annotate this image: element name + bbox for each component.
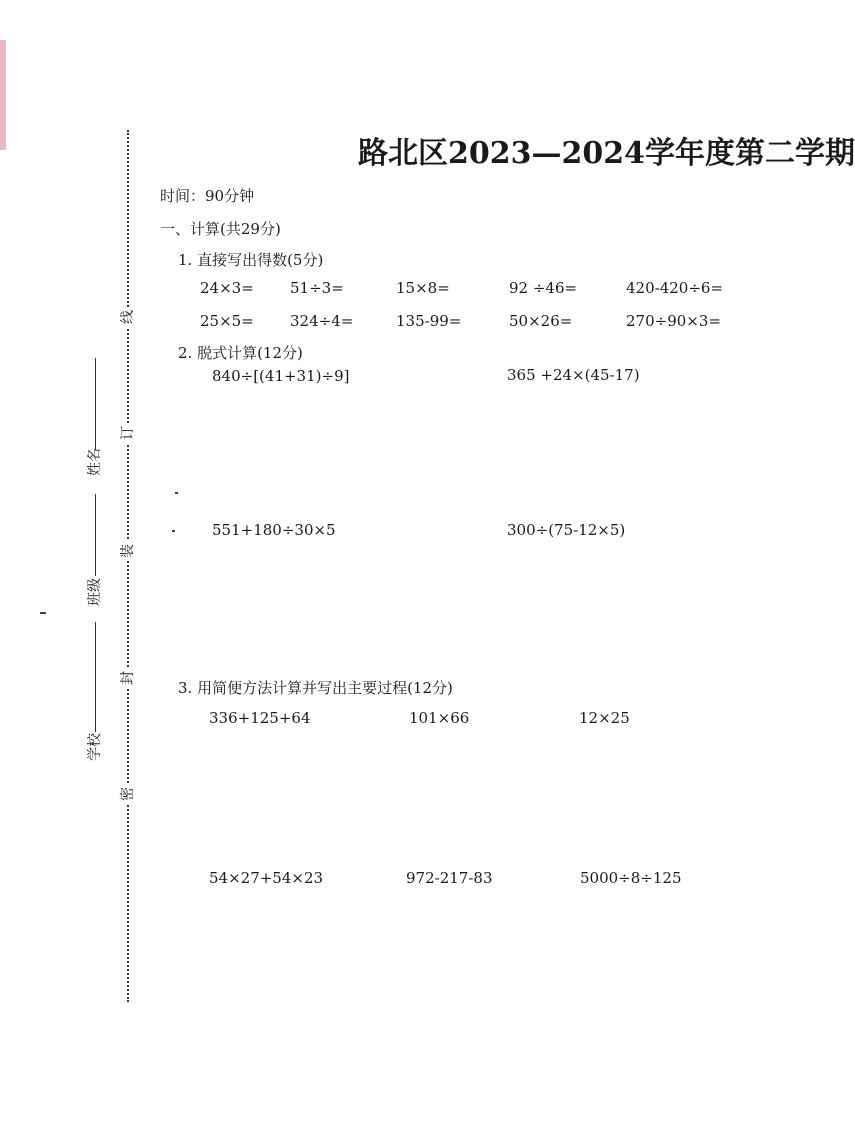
exam-time: 时间：90分钟	[160, 187, 255, 205]
binding-char-zhuang: 装	[117, 541, 139, 561]
q3-item: 336+125+64	[209, 709, 311, 727]
q2-item: 840÷[(41+31)÷9]	[212, 367, 350, 385]
q2-item: 551+180÷30×5	[212, 521, 336, 539]
binding-char-ding: 订	[117, 423, 139, 443]
q1-item: 324÷4=	[290, 312, 354, 330]
binding-char-feng: 封	[117, 668, 139, 688]
q3-title: 3. 用简便方法计算并写出主要过程(12分)	[178, 679, 453, 697]
q1-item: 420-420÷6=	[626, 279, 724, 297]
binding-char-xian: 线	[117, 307, 139, 327]
class-label: 班级	[87, 578, 103, 606]
q2-item: 365 +24×(45-17)	[507, 366, 640, 384]
name-label: 姓名	[87, 448, 103, 476]
binding-dotted-line	[127, 130, 129, 1002]
school-label: 学校	[87, 733, 103, 761]
q2-item: 300÷(75-12×5)	[507, 521, 626, 539]
section1-title: 一、计算(共29分)	[160, 220, 281, 238]
exam-title: 路北区2023—2024学年度第二学期	[358, 136, 855, 171]
scan-speck	[172, 530, 175, 532]
q2-title: 2. 脱式计算(12分)	[178, 344, 303, 362]
school-write-line	[95, 622, 96, 732]
scan-edge-mark	[0, 40, 6, 150]
q3-item: 12×25	[579, 709, 630, 727]
scan-speck	[40, 612, 46, 614]
q1-item: 270÷90×3=	[626, 312, 721, 330]
q1-title: 1. 直接写出得数(5分)	[178, 251, 324, 269]
q1-item: 92 ÷46=	[509, 279, 578, 297]
q1-item: 15×8=	[396, 279, 450, 297]
q1-item: 50×26=	[509, 312, 573, 330]
q1-item: 25×5=	[200, 312, 254, 330]
q3-item: 972-217-83	[406, 869, 493, 887]
q1-item: 24×3=	[200, 279, 254, 297]
q1-item: 51÷3=	[290, 279, 344, 297]
q1-item: 135-99=	[396, 312, 462, 330]
scan-speck	[175, 492, 178, 494]
q3-item: 5000÷8÷125	[580, 869, 682, 887]
q3-item: 54×27+54×23	[209, 869, 324, 887]
q3-item: 101×66	[409, 709, 470, 727]
class-write-line	[95, 494, 96, 576]
name-write-line	[95, 358, 96, 450]
binding-char-mi: 密	[117, 784, 139, 804]
